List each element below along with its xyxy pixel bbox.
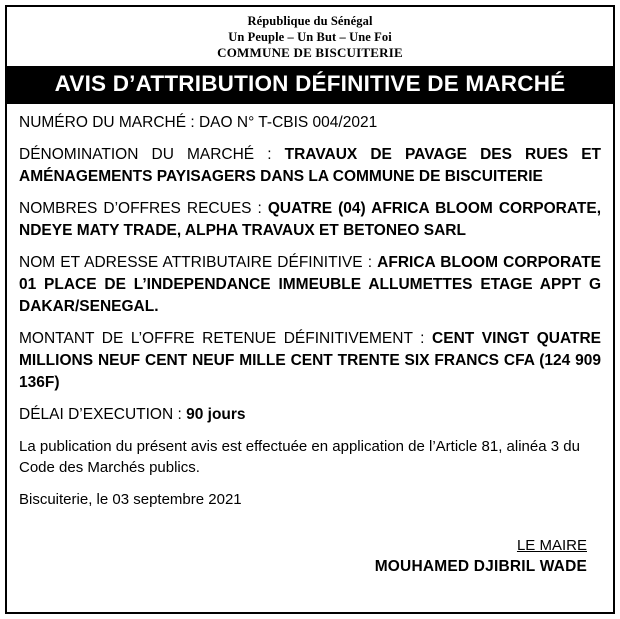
field-montant-value: CENT VINGT QUATRE MILLIONS NEUF CENT NEUF MILLE CENT TRENTE SIX FRANCS CFA (124 909 136F)	[19, 330, 602, 391]
field-delai-value: 90 jours	[186, 406, 246, 423]
document-header	[7, 7, 613, 66]
header-motto: Un Peuple – Un But – Une Foi	[228, 30, 392, 44]
place-and-date: Biscuiterie, le 03 septembre 2021	[19, 491, 242, 508]
document-body	[7, 104, 613, 584]
field-offres-recues-label: NOMBRES D’OFFRES RECUES :	[19, 200, 268, 217]
field-denomination-label: DÉNOMINATION DU MARCHÉ :	[19, 146, 285, 163]
field-numero-value: DAO N° T-CBIS 004/2021	[198, 114, 378, 131]
document-content	[7, 7, 613, 612]
field-montant-label: MONTANT DE L’OFFRE RETENUE DÉFINITIVEMENT :	[19, 330, 433, 347]
field-delai	[19, 404, 601, 426]
title-banner	[7, 66, 613, 104]
field-montant	[19, 328, 601, 394]
field-attributaire	[19, 252, 601, 318]
field-attributaire-value: AFRICA BLOOM CORPORATE 01 PLACE DE L’INDEPENDANCE IMMEUBLE ALLUMETTES ETAGE APPT G DAKAR/SENEGAL.	[19, 254, 602, 315]
page-title: AVIS D’ATTRIBUTION DÉFINITIVE DE MARCHÉ	[54, 71, 566, 96]
publication-note: La publication du présent avis est effectuée en application de l’Article 81, alinéa 3 du Code des Marchés publics.	[19, 438, 580, 476]
field-denomination-value: TRAVAUX DE PAVAGE DES RUES ET AMÉNAGEMENTS PAYISAGERS DANS LA COMMUNE DE BISCUITERIE	[19, 146, 601, 185]
signature-role: LE MAIRE	[516, 537, 587, 554]
field-numero	[19, 112, 601, 134]
signature-block	[19, 522, 601, 578]
field-numero-label: NUMÉRO DU MARCHÉ :	[19, 114, 199, 131]
field-attributaire-label: NOM ET ADRESSE ATTRIBUTAIRE DÉFINITIVE :	[19, 254, 378, 271]
field-offres-recues-value: QUATRE (04) AFRICA BLOOM CORPORATE, NDEYE MATY TRADE, ALPHA TRAVAUX ET BETONEO SARL	[19, 200, 602, 239]
field-offres-recues	[19, 198, 601, 242]
document-border	[5, 5, 615, 614]
field-delai-label: DÉLAI D’EXECUTION :	[19, 406, 187, 423]
header-commune: COMMUNE DE BISCUITERIE	[217, 45, 403, 60]
field-denomination	[19, 144, 601, 188]
header-country: République du Sénégal	[247, 14, 373, 28]
signature-name: MOUHAMED DJIBRIL WADE	[374, 558, 587, 575]
